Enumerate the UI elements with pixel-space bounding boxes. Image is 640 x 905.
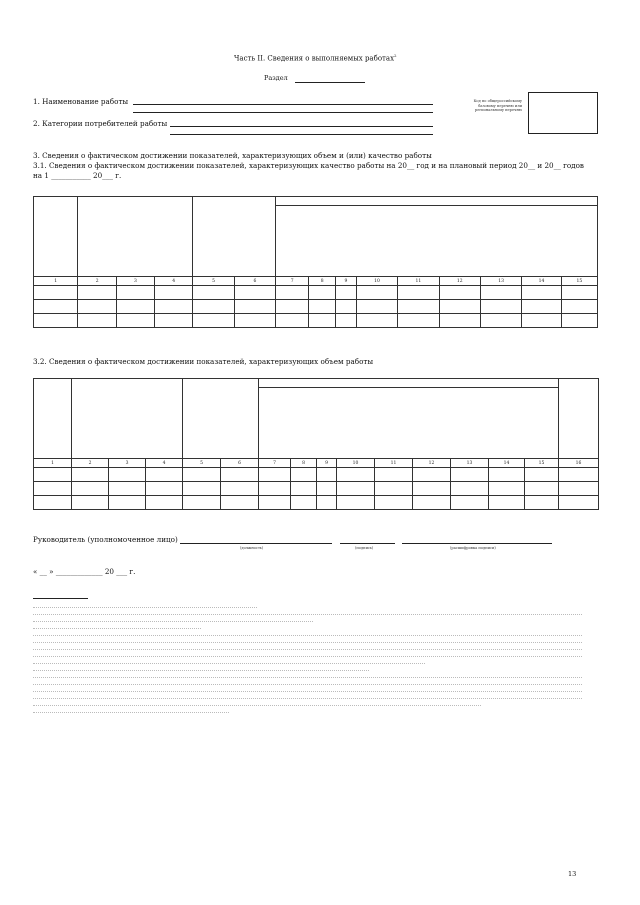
col-number: 13 (480, 277, 521, 286)
volume-table (33, 378, 599, 510)
col-number: 4 (155, 277, 193, 286)
code-box-label: Код по общероссийскому базовому перечню или региональному перечню (473, 99, 522, 113)
col-number: 16 (559, 459, 599, 468)
col-number: 8 (291, 459, 317, 468)
part-title: Часть II. Сведения о выполняемых работах$^2$ (234, 53, 397, 63)
col-number: 6 (234, 277, 275, 286)
col-number: 2 (78, 277, 116, 286)
page-number: 13 (568, 870, 577, 878)
col-number: 5 (183, 459, 221, 468)
table-row[interactable] (34, 496, 599, 510)
col-number: 10 (337, 459, 375, 468)
col-number: 14 (522, 277, 561, 286)
col-number: 12 (413, 459, 451, 468)
col-number: 11 (375, 459, 413, 468)
table-row[interactable] (34, 314, 598, 328)
quality-table (33, 196, 598, 328)
col-number: 7 (276, 277, 309, 286)
name-caption: (расшифровка подписи) (450, 546, 496, 550)
table-row[interactable] (34, 300, 598, 314)
position-caption: (должность) (240, 546, 264, 550)
col-number: 15 (525, 459, 559, 468)
position-line[interactable] (180, 543, 332, 544)
col-number: 12 (439, 277, 480, 286)
col-number: 9 (336, 277, 357, 286)
col-number: 5 (193, 277, 234, 286)
col-number: 2 (72, 459, 109, 468)
header-cell (34, 197, 78, 277)
work-name-line-2[interactable] (133, 112, 433, 113)
header-cell (559, 379, 599, 459)
col-number: 7 (259, 459, 291, 468)
header-cell (78, 197, 193, 277)
razdel-label: Раздел (264, 74, 288, 82)
header-cell (72, 379, 183, 459)
section31-heading: 3.1. Сведения о фактическом достижении показателей, характеризующих качество работы на 20__ год и на плановый период 20__ и 20__ годов (33, 161, 584, 170)
col-number: 11 (398, 277, 439, 286)
table-row[interactable] (34, 482, 599, 496)
header-cell (193, 197, 276, 277)
code-box[interactable] (528, 92, 598, 134)
table-row[interactable] (34, 468, 599, 482)
col-number: 1 (34, 277, 78, 286)
col-number: 3 (116, 277, 154, 286)
head-label: Руководитель (уполномоченное лицо) (33, 535, 178, 544)
col-number: 1 (34, 459, 72, 468)
footnotes-block (33, 603, 593, 713)
signature-line[interactable] (340, 543, 395, 544)
category-line[interactable] (170, 126, 433, 127)
section3-heading: 3. Сведения о фактическом достижении показателей, характеризующих объем и (или) качество работы (33, 151, 432, 160)
col-number: 4 (146, 459, 183, 468)
col-number: 3 (109, 459, 146, 468)
col-number: 15 (561, 277, 597, 286)
header-cell (259, 379, 559, 459)
razdel-blank[interactable] (295, 82, 365, 83)
category-label: 2. Категории потребителей работы (33, 119, 168, 128)
work-name-label: 1. Наименование работы (33, 97, 129, 106)
col-number: 10 (356, 277, 397, 286)
header-cell (183, 379, 259, 459)
work-name-line[interactable] (133, 104, 433, 105)
table-row[interactable] (34, 286, 598, 300)
footnote-separator (33, 598, 88, 599)
signature-caption: (подпись) (355, 546, 374, 550)
col-number: 6 (221, 459, 259, 468)
date-line: « __ » _____________ 20 ___ г. (33, 567, 136, 576)
section32-heading: 3.2. Сведения о фактическом достижении показателей, характеризующих объем работы (33, 357, 374, 366)
col-number: 14 (489, 459, 525, 468)
col-number: 9 (317, 459, 337, 468)
name-line[interactable] (402, 543, 552, 544)
category-line-2[interactable] (170, 134, 433, 135)
header-cell (34, 379, 72, 459)
section31-date: на 1 ___________ 20___ г. (33, 171, 122, 180)
col-number: 13 (451, 459, 489, 468)
header-cell (276, 197, 598, 277)
col-number: 8 (309, 277, 336, 286)
